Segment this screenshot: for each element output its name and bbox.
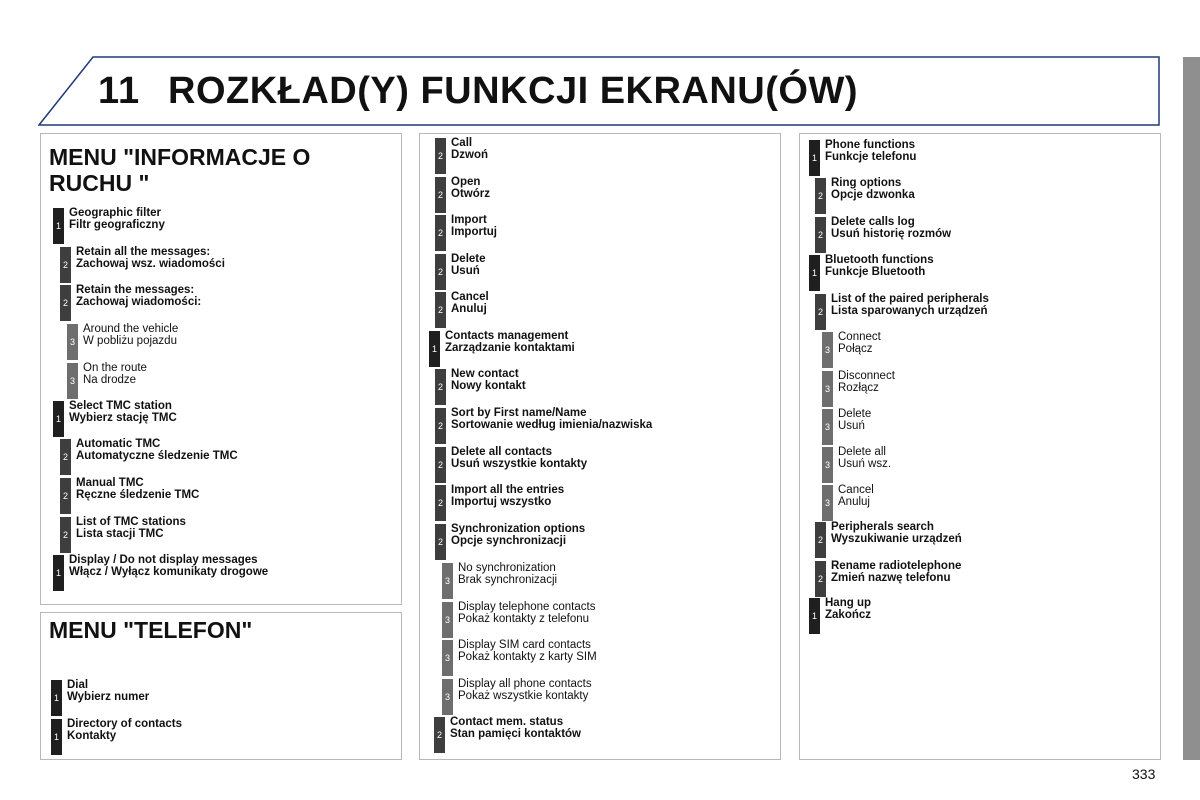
panel-phone-menu <box>40 612 402 760</box>
entry-label-pl: Usuń wszystkie kontakty <box>451 458 588 470</box>
level-badge: 2 <box>435 138 446 174</box>
menu-entry <box>815 521 962 558</box>
entry-label-pl: Wyszukiwanie urządzeń <box>831 533 962 545</box>
entry-label-en: Disconnect <box>838 370 895 382</box>
entry-label-pl: Brak synchronizacji <box>458 574 558 586</box>
level-badge: 2 <box>815 217 826 253</box>
entry-label-en: Sort by First name/Name <box>451 407 587 419</box>
entry-label-pl: Filtr geograficzny <box>69 219 165 231</box>
level-badge: 1 <box>53 208 64 244</box>
menu-entry <box>53 554 268 591</box>
entry-label-en: Display all phone contacts <box>458 678 592 690</box>
level-badge: 2 <box>435 177 446 213</box>
entry-label-en: Import <box>451 214 487 226</box>
level-badge: 2 <box>815 522 826 558</box>
entry-label-pl: W pobliżu pojazdu <box>83 335 177 347</box>
entry-labels <box>76 477 199 501</box>
entry-label-en: Synchronization options <box>451 523 586 535</box>
entry-label-pl: Lista stacji TMC <box>76 528 164 540</box>
entry-label-pl: Na drodze <box>83 374 137 386</box>
entry-label-en: Peripherals search <box>831 521 934 533</box>
entry-labels <box>76 246 225 270</box>
entry-label-en: On the route <box>83 362 147 374</box>
level-badge: 2 <box>60 247 71 283</box>
entry-labels <box>458 639 597 663</box>
entry-labels <box>831 293 989 317</box>
entry-label-en: Manual TMC <box>76 477 144 489</box>
level-badge: 3 <box>822 485 833 521</box>
entry-label-pl: Nowy kontakt <box>451 380 526 392</box>
chapter-number: 11 <box>98 70 141 112</box>
entry-label-pl: Pokaż kontakty z karty SIM <box>458 651 597 663</box>
level-badge: 3 <box>822 332 833 368</box>
level-badge: 2 <box>60 517 71 553</box>
entry-label-en: List of the paired peripherals <box>831 293 989 305</box>
entry-label-en: Automatic TMC <box>76 438 161 450</box>
menu-entry <box>435 484 564 521</box>
menu-entry <box>435 253 486 290</box>
entry-label-pl: Pokaż wszystkie kontakty <box>458 690 589 702</box>
entry-label-pl: Anuluj <box>838 496 870 508</box>
level-badge: 2 <box>435 215 446 251</box>
entry-labels <box>445 330 575 354</box>
menu-entry <box>815 293 989 330</box>
entry-label-en: Phone functions <box>825 139 916 151</box>
panel-traffic-menu <box>40 133 402 605</box>
entry-labels <box>825 597 871 621</box>
entry-label-pl: Zakończ <box>825 609 872 621</box>
entry-label-en: Ring options <box>831 177 902 189</box>
entry-label-pl: Importuj <box>451 226 497 238</box>
menu-entry <box>809 254 934 291</box>
entry-labels <box>69 400 177 424</box>
level-badge: 2 <box>435 369 446 405</box>
entry-label-en: Geographic filter <box>69 207 162 219</box>
entry-labels <box>451 446 587 470</box>
menu-entry <box>435 214 497 251</box>
menu-entry <box>809 597 871 634</box>
entry-label-en: Contacts management <box>445 330 569 342</box>
entry-label-pl: Lista sparowanych urządzeń <box>831 305 988 317</box>
entry-label-en: Display / Do not display messages <box>69 554 258 566</box>
menu-entry <box>435 368 526 405</box>
entry-label-en: List of TMC stations <box>76 516 186 528</box>
entry-label-pl: Rozłącz <box>838 382 879 394</box>
menu-entry <box>815 216 951 253</box>
entry-labels <box>825 139 916 163</box>
level-badge: 2 <box>435 292 446 328</box>
entry-labels <box>451 368 526 392</box>
entry-labels <box>458 678 592 702</box>
menu-entry <box>815 560 961 597</box>
entry-labels <box>451 176 490 200</box>
level-badge: 1 <box>51 719 62 755</box>
entry-label-en: Delete calls log <box>831 216 915 228</box>
level-badge: 2 <box>60 478 71 514</box>
entry-label-pl: Pokaż kontakty z telefonu <box>458 613 590 625</box>
entry-label-pl: Funkcje Bluetooth <box>825 266 926 278</box>
menu-entry <box>434 716 581 753</box>
entry-label-pl: Opcje synchronizacji <box>451 535 567 547</box>
entry-labels <box>831 177 915 201</box>
level-badge: 2 <box>60 285 71 321</box>
entry-label-en: Cancel <box>838 484 874 496</box>
entry-label-pl: Połącz <box>838 343 873 355</box>
level-badge: 3 <box>67 363 78 399</box>
page-edge-tab <box>1183 57 1200 760</box>
level-badge: 2 <box>815 561 826 597</box>
entry-labels <box>76 438 238 462</box>
entry-labels <box>451 407 652 431</box>
entry-label-en: No synchronization <box>458 562 556 574</box>
entry-labels <box>450 716 581 740</box>
entry-label-pl: Zmień nazwę telefonu <box>831 572 951 584</box>
entry-label-pl: Kontakty <box>67 730 117 742</box>
entry-label-en: Dial <box>67 679 89 691</box>
entry-labels <box>831 521 962 545</box>
entry-label-en: Open <box>451 176 481 188</box>
entry-label-en: Hang up <box>825 597 871 609</box>
entry-labels <box>831 560 961 584</box>
level-badge: 3 <box>67 324 78 360</box>
level-badge: 2 <box>435 408 446 444</box>
menu-entry <box>67 323 178 360</box>
entry-labels <box>458 601 595 625</box>
menu-entry <box>53 207 165 244</box>
level-badge: 1 <box>809 598 820 634</box>
menu-entry <box>67 362 147 399</box>
level-badge: 2 <box>435 524 446 560</box>
menu-entry <box>822 446 891 483</box>
entry-labels <box>76 516 186 540</box>
level-badge: 3 <box>442 640 453 676</box>
entry-labels <box>831 216 951 240</box>
entry-labels <box>451 523 585 547</box>
menu-entry <box>435 407 652 444</box>
phone-menu-title: MENU "TELEFON" <box>49 617 253 643</box>
entry-labels <box>838 484 874 508</box>
menu-entry <box>435 523 585 560</box>
entry-label-pl: Zachowaj wsz. wiadomości <box>76 258 225 270</box>
menu-entry <box>822 408 871 445</box>
entry-labels <box>838 446 891 470</box>
entry-label-en: Call <box>451 137 473 149</box>
level-badge: 2 <box>434 717 445 753</box>
entry-labels <box>451 214 497 238</box>
level-badge: 1 <box>809 255 820 291</box>
entry-labels <box>451 137 488 161</box>
chapter-title: ROZKŁAD(Y) FUNKCJI EKRANU(ÓW) <box>168 70 858 112</box>
entry-label-pl: Usuń wsz. <box>838 458 892 470</box>
entry-label-pl: Importuj wszystko <box>451 496 552 508</box>
menu-entry <box>51 718 182 755</box>
menu-entry <box>435 176 490 213</box>
menu-entry <box>442 678 592 715</box>
entry-labels <box>458 562 557 586</box>
level-badge: 1 <box>53 401 64 437</box>
menu-entry <box>60 477 199 514</box>
entry-label-en: Retain the messages: <box>76 284 195 296</box>
menu-entry <box>429 330 575 367</box>
entry-label-pl: Ręczne śledzenie TMC <box>76 489 200 501</box>
entry-label-pl: Dzwoń <box>451 149 489 161</box>
menu-entry <box>822 484 874 521</box>
entry-label-pl: Funkcje telefonu <box>825 151 917 163</box>
menu-entry <box>60 516 186 553</box>
menu-entry <box>822 370 895 407</box>
menu-entry <box>815 177 915 214</box>
menu-entry <box>822 331 881 368</box>
menu-entry <box>809 139 916 176</box>
entry-label-pl: Automatyczne śledzenie TMC <box>76 450 238 462</box>
level-badge: 1 <box>53 555 64 591</box>
entry-labels <box>67 718 182 742</box>
entry-label-en: Rename radiotelephone <box>831 560 962 572</box>
menu-entry <box>51 679 149 716</box>
menu-entry <box>442 601 595 638</box>
entry-label-pl: Stan pamięci kontaktów <box>450 728 582 740</box>
level-badge: 1 <box>51 680 62 716</box>
menu-entry <box>53 400 177 437</box>
level-badge: 3 <box>442 602 453 638</box>
entry-label-en: Connect <box>838 331 881 343</box>
entry-label-en: Around the vehicle <box>83 323 179 335</box>
level-badge: 1 <box>429 331 440 367</box>
panel-phone-functions-menu <box>799 133 1161 760</box>
entry-label-en: Delete all <box>838 446 886 458</box>
entry-label-en: New contact <box>451 368 519 380</box>
entry-label-en: Bluetooth functions <box>825 254 934 266</box>
entry-label-pl: Sortowanie według imienia/nazwiska <box>451 419 653 431</box>
panel-contacts-menu <box>419 133 781 760</box>
entry-labels <box>76 284 201 308</box>
entry-label-en: Display telephone contacts <box>458 601 596 613</box>
level-badge: 2 <box>435 254 446 290</box>
entry-label-en: Delete <box>451 253 486 265</box>
level-badge: 2 <box>60 439 71 475</box>
entry-label-pl: Zarządzanie kontaktami <box>445 342 575 354</box>
entry-label-pl: Usuń historię rozmów <box>831 228 952 240</box>
entry-labels <box>67 679 149 703</box>
level-badge: 3 <box>822 409 833 445</box>
level-badge: 3 <box>822 371 833 407</box>
menu-entry <box>60 284 201 321</box>
menu-entry <box>442 562 557 599</box>
menu-entry <box>435 291 489 328</box>
entry-label-en: Display SIM card contacts <box>458 639 591 651</box>
page-number: 333 <box>1132 766 1156 782</box>
entry-labels <box>83 323 178 347</box>
level-badge: 3 <box>442 563 453 599</box>
menu-entry <box>435 446 587 483</box>
menu-entry <box>60 246 225 283</box>
entry-label-en: Contact mem. status <box>450 716 564 728</box>
entry-label-en: Import all the entries <box>451 484 565 496</box>
level-badge: 2 <box>815 178 826 214</box>
entry-labels <box>838 408 871 432</box>
entry-label-en: Select TMC station <box>69 400 172 412</box>
entry-label-pl: Otwórz <box>451 188 490 200</box>
entry-labels <box>451 484 564 508</box>
entry-label-pl: Anuluj <box>451 303 487 315</box>
menu-entry <box>60 438 238 475</box>
entry-labels <box>69 554 268 578</box>
menu-entry <box>442 639 597 676</box>
traffic-menu-title: MENU "INFORMACJE O RUCHU " <box>49 144 311 196</box>
entry-label-pl: Wybierz stację TMC <box>69 412 177 424</box>
entry-label-pl: Usuń <box>838 420 865 432</box>
entry-label-en: Delete <box>838 408 872 420</box>
entry-label-pl: Włącz / Wyłącz komunikaty drogowe <box>69 566 269 578</box>
level-badge: 2 <box>435 485 446 521</box>
entry-label-en: Delete all contacts <box>451 446 552 458</box>
level-badge: 3 <box>822 447 833 483</box>
entry-labels <box>838 370 895 394</box>
entry-labels <box>69 207 165 231</box>
entry-label-pl: Opcje dzwonka <box>831 189 915 201</box>
entry-labels <box>838 331 881 355</box>
level-badge: 2 <box>435 447 446 483</box>
entry-label-en: Directory of contacts <box>67 718 183 730</box>
level-badge: 1 <box>809 140 820 176</box>
menu-entry <box>435 137 488 174</box>
entry-labels <box>451 291 489 315</box>
entry-label-pl: Usuń <box>451 265 480 277</box>
entry-label-pl: Wybierz numer <box>67 691 150 703</box>
level-badge: 3 <box>442 679 453 715</box>
entry-labels <box>451 253 486 277</box>
level-badge: 2 <box>815 294 826 330</box>
entry-labels <box>825 254 934 278</box>
entry-label-en: Retain all the messages: <box>76 246 211 258</box>
entry-label-pl: Zachowaj wiadomości: <box>76 296 202 308</box>
entry-labels <box>83 362 147 386</box>
entry-label-en: Cancel <box>451 291 489 303</box>
